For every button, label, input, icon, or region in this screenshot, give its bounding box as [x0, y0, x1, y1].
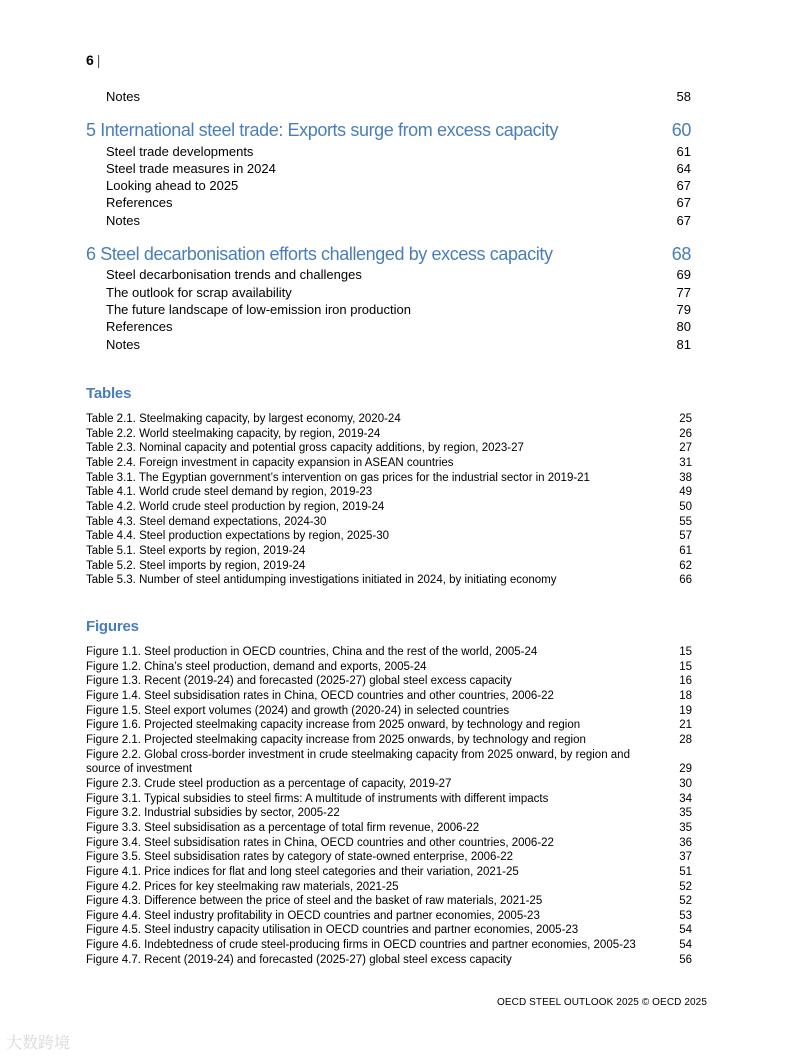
footer-copyright: OECD STEEL OUTLOOK 2025 © OECD 2025 [496, 997, 707, 1008]
list-item-page: 35 [679, 821, 692, 834]
list-item-label: Figure 4.6. Indebtedness of crude steel-producing firms in OECD countries and partner economies, 2005-23 [86, 939, 636, 952]
list-item[interactable] [86, 456, 692, 471]
list-item-label: Table 3.1. The Egyptian government’s intervention on gas prices for the industrial sector in 2019-21 [86, 471, 590, 484]
list-item-label: Figure 1.2. China’s steel production, demand and exports, 2005-24 [86, 660, 427, 673]
chapter-page: 68 [671, 244, 691, 264]
list-item-label: Figure 4.1. Price indices for flat and long steel categories and their variation, 2021-25 [86, 865, 519, 878]
list-item[interactable] [86, 412, 692, 427]
toc-entry[interactable] [0, 213, 793, 231]
list-item[interactable] [86, 850, 692, 865]
list-item[interactable] [86, 777, 692, 792]
toc-entry-label: Steel trade measures in 2024 [106, 161, 276, 176]
list-item-label: Figure 3.2. Industrial subsidies by sector, 2005-22 [86, 807, 340, 820]
list-item-label: Table 4.4. Steel production expectations by region, 2025-30 [86, 530, 390, 543]
list-item[interactable] [86, 836, 692, 851]
list-item[interactable] [86, 894, 692, 909]
list-item-label: Figure 2.2. Global cross-border investment in crude steelmaking capacity from 2025 onward, by region and source of investment [86, 748, 630, 776]
toc-entry[interactable] [0, 337, 793, 355]
list-item[interactable] [86, 471, 692, 486]
list-item-label: Table 4.1. World crude steel demand by region, 2019-23 [86, 486, 373, 499]
toc-entry-label: The future landscape of low-emission iron production [106, 302, 411, 317]
list-item-label: Figure 2.1. Projected steelmaking capacity increase from 2025 onwards, by technology and region [86, 733, 586, 746]
toc-entry[interactable] [0, 302, 793, 320]
list-item-page: 15 [679, 660, 692, 673]
toc-entry-page: 79 [676, 302, 691, 317]
toc-entry[interactable] [0, 267, 793, 285]
list-item-page: 38 [679, 471, 692, 484]
list-item[interactable] [86, 865, 692, 880]
list-item-page: 49 [679, 486, 692, 499]
list-item[interactable] [86, 441, 692, 456]
list-item-label: Figure 3.3. Steel subsidisation as a percentage of total firm revenue, 2006-22 [86, 821, 480, 834]
list-item-label: Table 5.3. Number of steel antidumping investigations initiated in 2024, by initiating economy [86, 574, 557, 587]
toc-entry[interactable] [0, 144, 793, 162]
list-item[interactable] [86, 718, 692, 733]
toc-entry[interactable] [0, 161, 793, 179]
list-item-page: 15 [679, 646, 692, 658]
list-item-page: 31 [679, 456, 692, 469]
list-item-label: Table 2.2. World steelmaking capacity, by region, 2019-24 [86, 427, 381, 440]
list-item-label: Figure 1.4. Steel subsidisation rates in China, OECD countries and other countries, 2006-22 [86, 689, 554, 702]
toc-entry[interactable] [0, 89, 793, 107]
list-item-page: 53 [679, 909, 692, 922]
list-item-page: 35 [679, 807, 692, 820]
tables-heading: Tables [86, 385, 132, 402]
list-item[interactable] [86, 674, 692, 689]
toc-entry-page: 80 [676, 319, 691, 334]
list-item[interactable] [86, 660, 692, 675]
list-item-page: 52 [679, 880, 692, 893]
list-item-label: Figure 4.2. Prices for key steelmaking raw materials, 2021-25 [86, 880, 399, 893]
list-item[interactable] [86, 821, 692, 836]
list-item[interactable] [86, 500, 692, 515]
figures-heading: Figures [86, 618, 139, 635]
toc-entry[interactable] [0, 285, 793, 303]
list-item-label: Figure 4.5. Steel industry capacity utilisation in OECD countries and partner economies, 2005-23 [86, 924, 579, 937]
toc-entry[interactable] [0, 178, 793, 196]
toc-entry-label: Notes [106, 337, 140, 352]
toc-entry-page: 67 [676, 213, 691, 228]
toc-entry-page: 58 [676, 89, 691, 104]
list-item-page: 52 [679, 895, 692, 908]
list-item-label: Figure 4.3. Difference between the price of steel and the basket of raw materials, 2021-25 [86, 895, 543, 908]
toc-entry[interactable] [0, 319, 793, 337]
list-item[interactable] [86, 923, 692, 938]
list-item-label: Figure 1.1. Steel production in OECD countries, China and the rest of the world, 2005-24 [86, 646, 538, 658]
list-item-page: 36 [679, 836, 692, 849]
list-item-label: Table 2.1. Steelmaking capacity, by largest economy, 2020-24 [86, 413, 401, 425]
list-item[interactable] [86, 485, 692, 500]
list-item[interactable] [86, 515, 692, 530]
list-item-page: 55 [679, 515, 692, 528]
chapter-title: 6 Steel decarbonisation efforts challenged by excess capacity [86, 244, 553, 264]
watermark: 大数跨境 [6, 1035, 71, 1052]
toc-entry-page: 81 [676, 337, 691, 352]
toc-entry-page: 67 [676, 195, 691, 210]
page-number-separator: | [96, 52, 101, 68]
list-item[interactable] [86, 573, 692, 588]
list-item-label: Figure 1.3. Recent (2019-24) and forecasted (2025-27) global steel excess capacity [86, 675, 512, 688]
list-item-page: 56 [679, 953, 692, 966]
list-item-page: 34 [679, 792, 692, 805]
toc-entry-page: 67 [676, 178, 691, 193]
list-item[interactable] [86, 427, 692, 442]
list-item-label: Table 2.3. Nominal capacity and potential gross capacity additions, by region, 2023-27 [86, 442, 524, 455]
list-item[interactable] [86, 792, 692, 807]
list-item[interactable] [86, 689, 692, 704]
figures-list [86, 645, 692, 967]
list-item[interactable] [86, 704, 692, 719]
list-item[interactable] [86, 559, 692, 574]
list-item-page: 54 [679, 924, 692, 937]
chapter-title: 5 International steel trade: Exports surge from excess capacity [86, 120, 559, 140]
list-item-label: Table 4.2. World crude steel production by region, 2019-24 [86, 500, 385, 513]
list-item-label: Figure 3.4. Steel subsidisation rates in China, OECD countries and other countries, 2006-22 [86, 836, 554, 849]
toc-entry-label: References [106, 195, 173, 210]
list-item-label: Figure 2.3. Crude steel production as a percentage of capacity, 2019-27 [86, 777, 452, 790]
list-item[interactable] [86, 529, 692, 544]
toc-entry-label: Notes [106, 89, 140, 104]
chapter-6-heading[interactable] [0, 244, 793, 268]
list-item-page: 26 [679, 427, 692, 440]
list-item-page: 27 [679, 442, 692, 455]
list-item-label: Table 4.3. Steel demand expectations, 2024-30 [86, 515, 327, 528]
list-item[interactable] [86, 880, 692, 895]
list-item-page: 54 [679, 939, 692, 952]
toc-entry-page: 77 [676, 285, 691, 300]
list-item-page: 16 [679, 675, 692, 688]
list-item-page: 30 [679, 777, 692, 790]
toc-entry-page: 64 [676, 161, 691, 176]
toc-entry-label: Steel trade developments [106, 144, 254, 159]
list-item-page: 19 [679, 704, 692, 717]
list-item-page: 57 [679, 530, 692, 543]
list-item[interactable] [86, 909, 692, 924]
toc-entry-label: Looking ahead to 2025 [106, 178, 239, 193]
chapter-5-heading[interactable] [0, 120, 793, 144]
page-number: 6 | [86, 52, 101, 68]
list-item-page: 66 [679, 574, 692, 587]
list-item-label: Figure 3.1. Typical subsidies to steel firms: A multitude of instruments with different impacts [86, 792, 549, 805]
list-item[interactable] [86, 645, 692, 660]
list-item[interactable] [86, 806, 692, 821]
list-item[interactable] [86, 544, 692, 559]
list-item-page: 51 [679, 865, 692, 878]
list-item-label: Table 2.4. Foreign investment in capacity expansion in ASEAN countries [86, 456, 454, 469]
list-item-page: 62 [679, 559, 692, 572]
list-item-label: Figure 4.4. Steel industry profitability in OECD countries and partner economies, 2005-23 [86, 909, 540, 922]
toc-entry[interactable] [0, 195, 793, 213]
list-item-page: 28 [679, 733, 692, 746]
list-item-page: 50 [679, 500, 692, 513]
list-item[interactable] [86, 733, 692, 748]
toc-entry-label: The outlook for scrap availability [106, 285, 292, 300]
list-item-page: 61 [679, 544, 692, 557]
toc-entry-page: 69 [676, 267, 691, 282]
list-item[interactable] [86, 938, 692, 953]
list-item-page: 37 [679, 851, 692, 864]
list-item-label: Figure 4.7. Recent (2019-24) and forecasted (2025-27) global steel excess capacity [86, 953, 512, 966]
toc-entry-label: Steel decarbonisation trends and challenges [106, 267, 362, 282]
list-item-label: Table 5.2. Steel imports by region, 2019-24 [86, 559, 306, 572]
list-item-label: Table 5.1. Steel exports by region, 2019-24 [86, 544, 306, 557]
list-item-page: 18 [679, 689, 692, 702]
list-item-label: Figure 3.5. Steel subsidisation rates by category of state-owned enterprise, 2006-22 [86, 851, 514, 864]
list-item[interactable] [86, 748, 692, 777]
tables-list [86, 412, 692, 588]
list-item-page: 25 [679, 413, 692, 425]
toc-entry-label: References [106, 319, 173, 334]
list-item-page: 29 [679, 763, 692, 776]
list-item-label: Figure 1.5. Steel export volumes (2024) and growth (2020-24) in selected countries [86, 704, 510, 717]
toc-entry-page: 61 [676, 144, 691, 159]
chapter-page: 60 [671, 120, 691, 140]
list-item[interactable] [86, 953, 692, 968]
list-item-page: 21 [679, 719, 692, 732]
list-item-label: Figure 1.6. Projected steelmaking capacity increase from 2025 onward, by technology and region [86, 719, 581, 732]
toc-entry-label: Notes [106, 213, 140, 228]
